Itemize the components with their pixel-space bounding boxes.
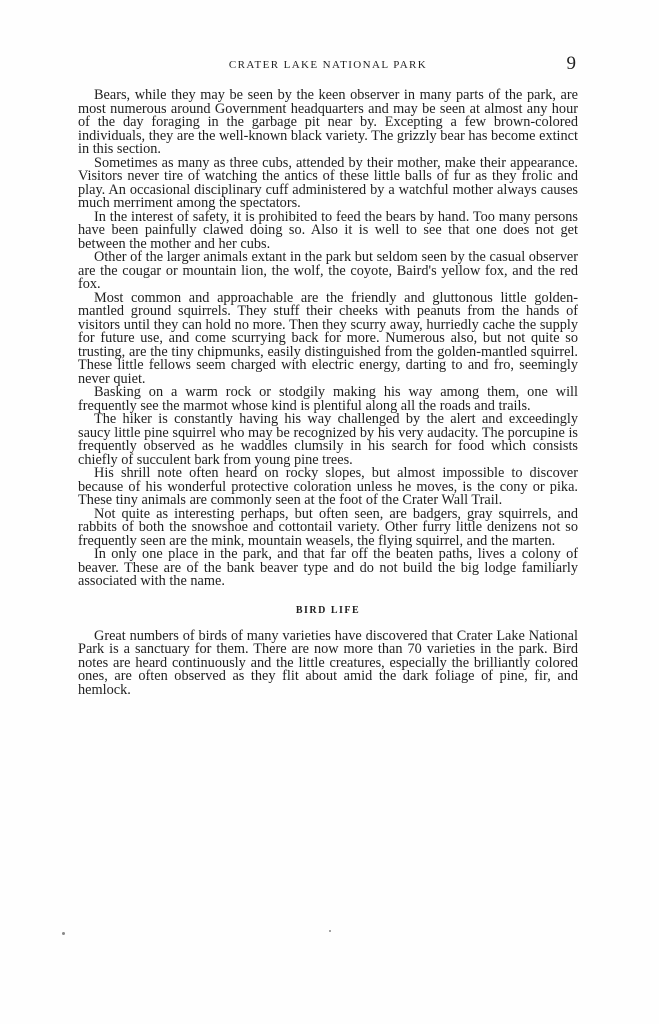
paragraph-safety: In the interest of safety, it is prohibited to feed the bears by hand. Too many persons have been painfully clawed doing so. Also it is well to see that one does not get between the mother and her cubs. (78, 208, 578, 252)
scan-speck (62, 932, 65, 935)
page-header (78, 53, 578, 75)
paragraph-badgers: Not quite as interesting perhaps, but often seen, are badgers, gray squirrels, and rabbits of both the snowshoe and cottontail variety. Other furry little denizens not so frequently seen are the mink, mountain weasels, the flying squirrel, and the marten. (78, 505, 578, 549)
paragraph-pika: His shrill note often heard on rocky slopes, but almost impossible to discover because of his wonderful protective coloration unless he moves, is the cony or pika. These tiny animals are commonly seen at the foot of the Crater Wall Trail. (78, 465, 578, 508)
paragraph-bears: Bears, while they may be seen by the keen observer in many parts of the park, are most numerous around Government headquarters and may be seen at almost any hour of the day foraging in the garbage pit near by. Excepting a few brown-colored individuals, they are the well-known black variety. The grizzly bear has become extinct in this section. (78, 87, 578, 157)
paragraph-birds: Great numbers of birds of many varieties have discovered that Crater Lake National Park is a sanctuary for them. There are now more than 70 varieties in the park. Bird notes are heard continuously and the little creatures, especially the brilliantly colored ones, are often observed as they flit about amid the dark foliage of pine, fir, and hemlock. (78, 627, 578, 698)
page-body (78, 89, 578, 697)
paragraph-larger-animals: Other of the larger animals extant in the park but seldom seen by the casual observer are the cougar or mountain lion, the wolf, the coyote, Baird's yellow fox, and the red fox. (78, 249, 578, 292)
paragraph-ground-squirrels: Most common and approachable are the friendly and gluttonous little golden-mantled ground squirrels. They stuff their cheeks with peanuts from the hands of visitors until they can hold no more. Then they scurry away, hurriedly cache the supply for future use, and come scurrying back for more. Numerous also, but not quite so trusting, are the tiny chipmunks, easily distinguished from the golden-mantled squirrel. These little fellows seem charged with electric energy, darting to and fro, seemingly never quiet. (78, 289, 578, 387)
paragraph-marmot: Basking on a warm rock or stodgily making his way among them, one will frequently see the marmot whose kind is plentiful along all the roads and trails. (78, 384, 578, 414)
paragraph-pine-squirrel: The hiker is constantly having his way challenged by the alert and exceedingly saucy little pine squirrel who may be recognized by his very audacity. The porcupine is frequently observed as he waddles clumsily in his search for food which consists chiefly of succulent bark from young pine trees. (78, 411, 578, 468)
page-number: 9 (566, 53, 576, 74)
section-heading-bird-life: BIRD LIFE (295, 604, 361, 616)
scan-speck (329, 930, 331, 932)
running-title: CRATER LAKE NATIONAL PARK (228, 59, 428, 71)
paragraph-beaver: In only one place in the park, and that far off the beaten paths, lives a colony of beaver. These are of the bank beaver type and do not build the big lodge familiarly associated with the name. (78, 546, 578, 589)
paragraph-cubs: Sometimes as many as three cubs, attended by their mother, make their appearance. Visitors never tire of watching the antics of these little balls of fur as they frolic and play. An occasional disciplinary cuff administered by a watchful mother always causes much merriment among the spectators. (78, 154, 578, 211)
